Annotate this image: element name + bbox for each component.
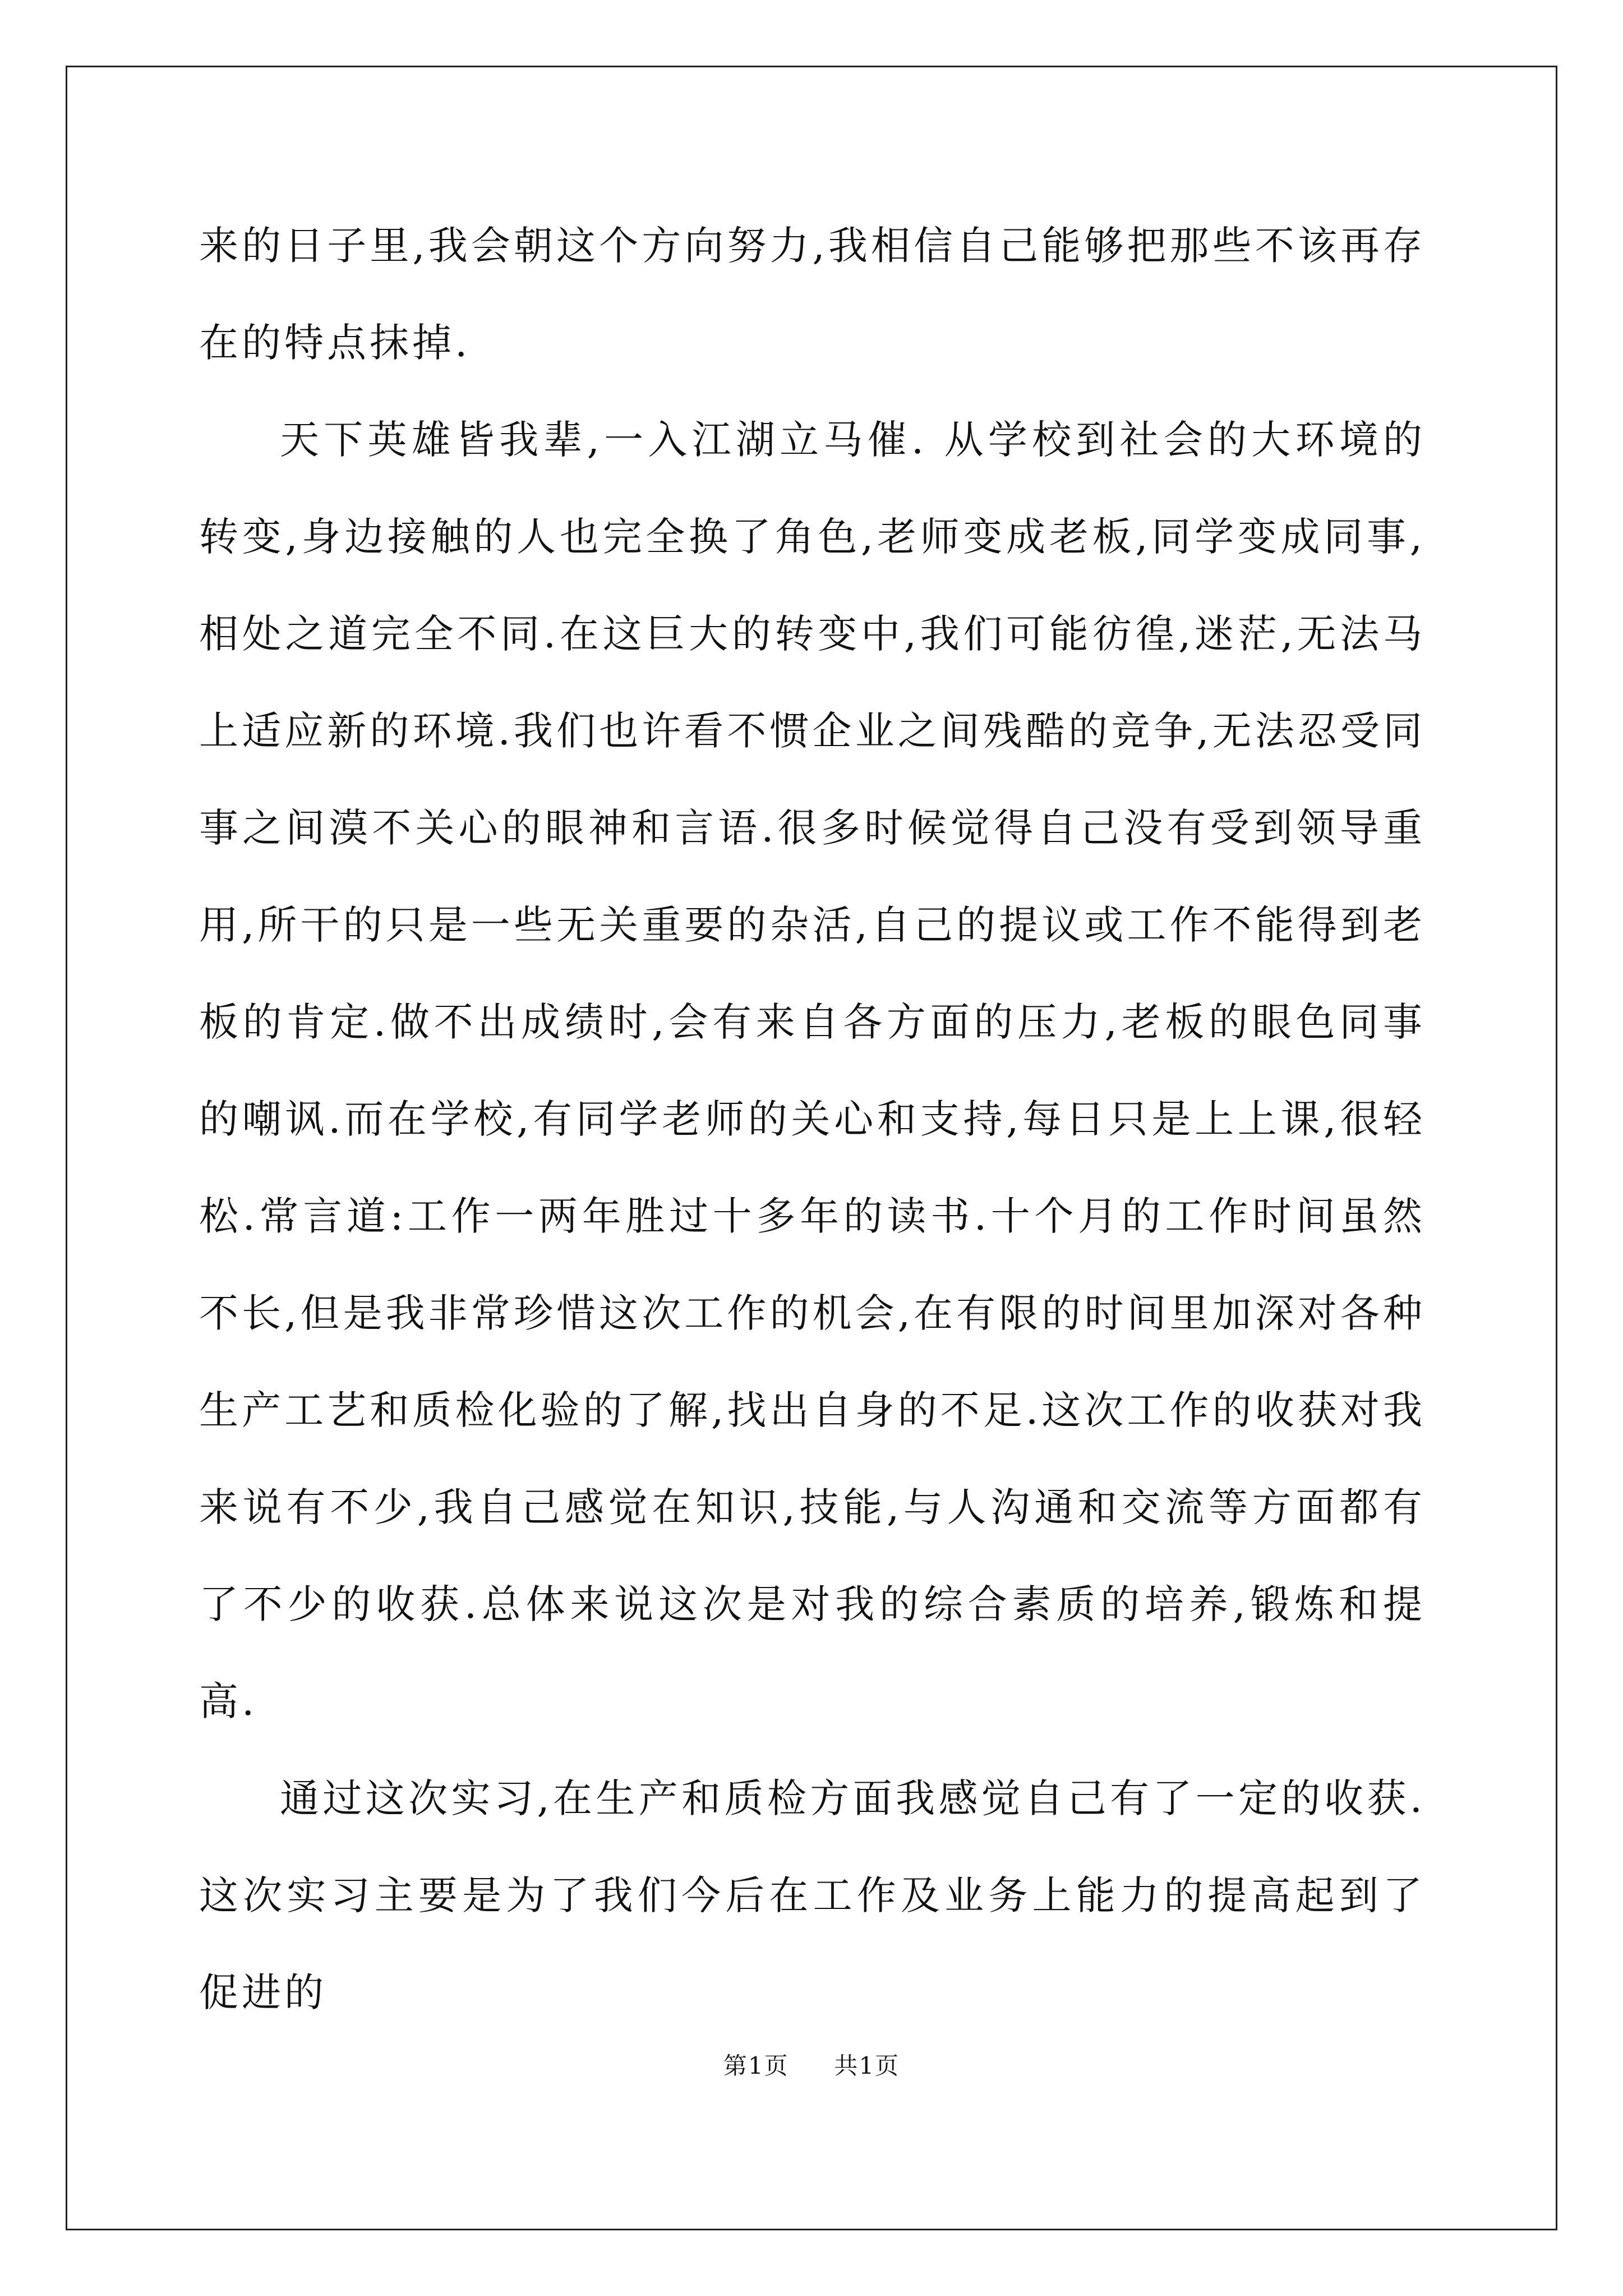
page-number: 第1页 bbox=[723, 2052, 789, 2079]
document-body bbox=[199, 197, 1426, 2041]
page-footer bbox=[0, 2047, 1623, 2081]
paragraph-2: 天下英雄皆我辈,一入江湖立马催. 从学校到社会的大环境的转变,身边接触的人也完全换了角色,老师变成老板,同学变成同事,相处之道完全不同.在这巨大的转变中,我们可能彷徨,迷茫,无法马上适应新的环境.我们也许看不惯企业之间残酷的竞争,无法忍受同事之间漠不关心的眼神和言语.很多时候觉得自己没有受到领导重用,所干的只是一些无关重要的杂活,自己的提议或工作不能得到老板的肯定.做不出成绩时,会有来自各方面的压力,老板的眼色同事的嘲讽.而在学校,有同学老师的关心和支持,每日只是上上课,很轻松.常言道:工作一两年胜过十多年的读书.十个月的工作时间虽然不长,但是我非常珍惜这次工作的机会,在有限的时间里加深对各种生产工艺和质检化验的了解,找出自身的不足.这次工作的收获对我来说有不少,我自己感觉在知识,技能,与人沟通和交流等方面都有了不少的收获.总体来说这次是对我的综合素质的培养,锻炼和提高. bbox=[199, 417, 1426, 1724]
paragraph-1: 来的日子里,我会朝这个方向努力,我相信自己能够把那些不该再存在的特点抹掉. bbox=[199, 223, 1426, 366]
page-total: 共1页 bbox=[834, 2052, 900, 2079]
paragraph-3: 通过这次实习,在生产和质检方面我感觉自己有了一定的收获.这次实习主要是为了我们今后在工作及业务上能力的提高起到了促进的 bbox=[199, 1775, 1426, 2016]
